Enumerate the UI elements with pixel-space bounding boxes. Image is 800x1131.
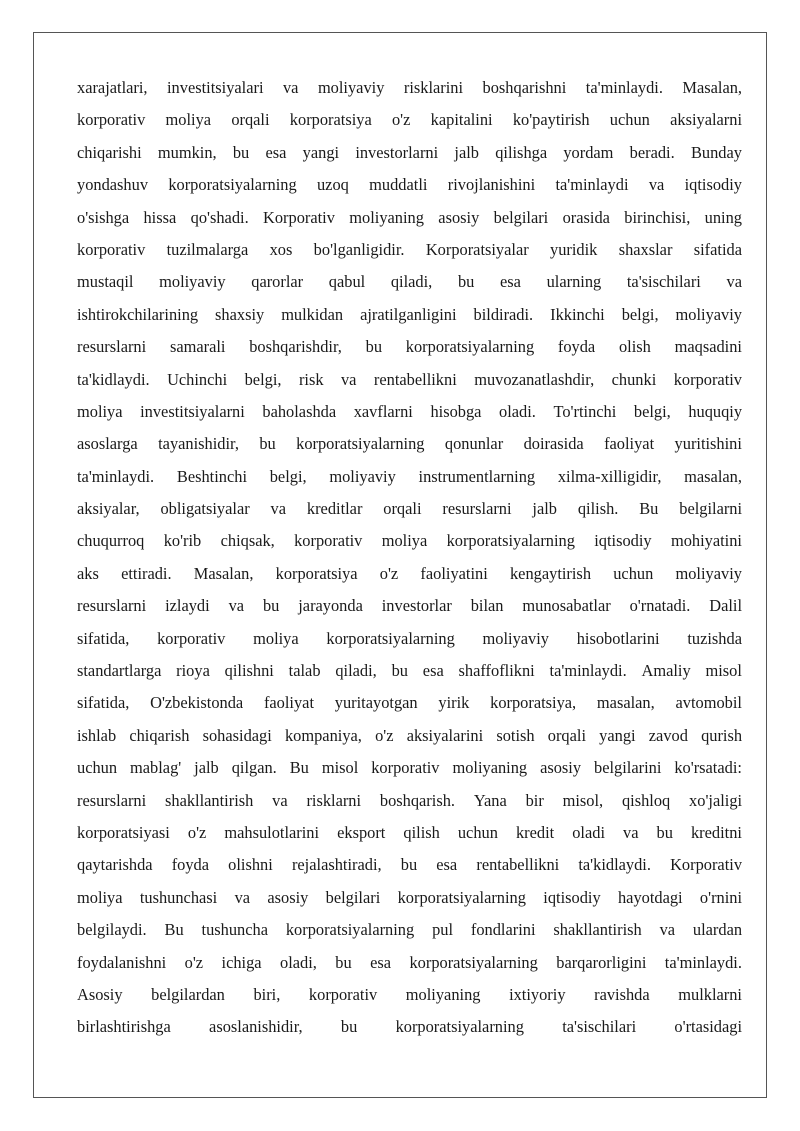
text-line: ta'kidlaydi. Uchinchi belgi, risk va rentabellikni muvozanatlashdir, chunki korporativ — [77, 369, 742, 389]
text-line: Asosiy belgilardan biri, korporativ moliyaning ixtiyoriy ravishda mulklarni — [77, 984, 742, 1004]
text-line: sifatida, korporativ moliya korporatsiyalarning moliyaviy hisobotlarini tuzishda — [77, 628, 742, 648]
text-line: yondashuv korporatsiyalarning uzoq muddatli rivojlanishini ta'minlaydi va iqtisodiy — [77, 175, 742, 195]
text-line: moliya investitsiyalarni baholashda xavflarni hisobga oladi. To'rtinchi belgi, huquqiy — [77, 401, 742, 421]
text-line: birlashtirishga asoslanishidir, bu korporatsiyalarning ta'sischilari o'rtasidagi — [77, 1017, 742, 1037]
text-line: chiqarishi mumkin, bu esa yangi investorlarni jalb qilishga yordam beradi. Bunday — [77, 142, 742, 162]
text-line: foydalanishni o'z ichiga oladi, bu esa korporatsiyalarning barqarorligini ta'minlaydi. — [77, 952, 742, 972]
text-line: ishtirokchilarining shaxsiy mulkidan ajratilganligini bildiradi. Ikkinchi belgi, moliyaviy — [77, 304, 742, 324]
text-line: mustaqil moliyaviy qarorlar qabul qiladi, bu esa ularning ta'sischilari va — [77, 272, 742, 292]
text-line: aks ettiradi. Masalan, korporatsiya o'z faoliyatini kengaytirish uchun moliyaviy — [77, 563, 742, 583]
text-line: chuqurroq ko'rib chiqsak, korporativ moliya korporatsiyalarning iqtisodiy mohiyatini — [77, 531, 742, 551]
text-line: moliya tushunchasi va asosiy belgilari korporatsiyalarning iqtisodiy hayotdagi o'rnini — [77, 887, 742, 907]
text-line: korporatsiyasi o'z mahsulotlarini eksport qilish uchun kredit oladi va bu kreditni — [77, 822, 742, 842]
text-line: uchun mablag' jalb qilgan. Bu misol korporativ moliyaning asosiy belgilarini ko'rsatadi: — [77, 758, 742, 778]
text-line: ta'minlaydi. Beshtinchi belgi, moliyaviy instrumentlarning xilma-xilligidir, masalan, — [77, 466, 742, 486]
text-line: korporativ moliya orqali korporatsiya o'z kapitalini ko'paytirish uchun aksiyalarni — [77, 110, 742, 130]
text-line: o'sishga hissa qo'shadi. Korporativ moliyaning asosiy belgilari orasida birinchisi, uning — [77, 207, 742, 227]
text-line: qaytarishda foyda olishni rejalashtiradi, bu esa rentabellikni ta'kidlaydi. Korporativ — [77, 855, 742, 875]
text-line: standartlarga rioya qilishni talab qiladi, bu esa shaffoflikni ta'minlaydi. Amaliy misol — [77, 661, 742, 681]
text-line: belgilaydi. Bu tushuncha korporatsiyalarning pul fondlarini shakllantirish va ulardan — [77, 920, 742, 940]
document-body — [77, 72, 742, 1044]
text-line: resurslarni shakllantirish va risklarni boshqarish. Yana bir misol, qishloq xo'jaligi — [77, 790, 742, 810]
text-line: resurslarni izlaydi va bu jarayonda investorlar bilan munosabatlar o'rnatadi. Dalil — [77, 596, 742, 616]
text-line: aksiyalar, obligatsiyalar va kreditlar orqali resurslarni jalb qilish. Bu belgilarni — [77, 499, 742, 519]
text-line: ishlab chiqarish sohasidagi kompaniya, o'z aksiyalarini sotish orqali yangi zavod qurish — [77, 725, 742, 745]
text-line: asoslarga tayanishidir, bu korporatsiyalarning qonunlar doirasida faoliyat yuritishini — [77, 434, 742, 454]
text-line: korporativ tuzilmalarga xos bo'lganligidir. Korporatsiyalar yuridik shaxslar sifatida — [77, 239, 742, 259]
text-line: sifatida, O'zbekistonda faoliyat yuritayotgan yirik korporatsiya, masalan, avtomobil — [77, 693, 742, 713]
text-line: resurslarni samarali boshqarishdir, bu korporatsiyalarning foyda olish maqsadini — [77, 337, 742, 357]
text-line: xarajatlari, investitsiyalari va moliyaviy risklarini boshqarishni ta'minlaydi. Masalan, — [77, 78, 742, 97]
